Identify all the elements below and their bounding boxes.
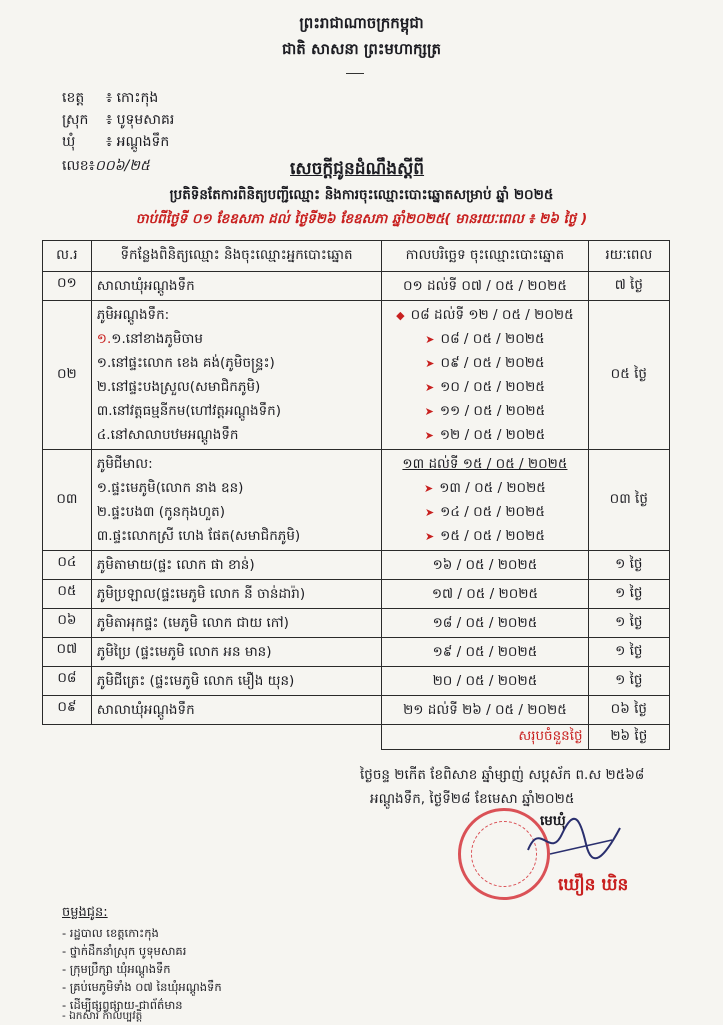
check-mark-icon: ➤ <box>424 405 434 418</box>
signer-title: មេឃុំ <box>540 813 566 829</box>
location-line: ៣.ផ្ទះលោកស្រី ហេង ផែត(សមាជិកភូមិ) <box>96 528 301 544</box>
check-mark-icon: ➤ <box>425 333 435 346</box>
table-row <box>43 580 670 609</box>
total-row <box>43 725 670 750</box>
location-line: ភូមិតាអុកផ្ទះ (មេភូមិ លោក ជាយ កៅ) <box>96 615 289 631</box>
col-location: ទីកន្លែងពិនិត្យឈ្មោះ និងចុះឈ្មោះអ្នកបោះឆ្នោត <box>91 241 382 272</box>
recipient-item: - ថ្នាក់ដឹកនាំស្រុក បូទុមសាគរ <box>62 944 187 958</box>
location-line: ៣.នៅវត្តធម្មនីកម(ហៅវត្តអណ្តូងទឹក) <box>96 403 281 419</box>
row-location <box>91 580 382 609</box>
table-row <box>43 450 670 551</box>
location-line: ២.ផ្ទះបង៣ (កូនកុងហួត) <box>96 504 225 520</box>
check-mark-icon: ◆ <box>396 309 405 322</box>
period-line: ◆ ០៨ ដល់ទី ១២ / ០៥ / ២០២៥ <box>396 307 574 323</box>
header-divider <box>346 73 364 74</box>
row-location <box>91 301 382 450</box>
check-mark-icon: ➤ <box>425 357 435 370</box>
row-period <box>382 696 588 725</box>
solar-date: អណ្តូងទឹក, ថ្ងៃទី២៨ ខែមេសា ឆ្នាំ២០២៥ <box>370 791 575 807</box>
signature-icon <box>520 810 630 870</box>
col-period: កាលបរិច្ឆេទ ចុះឈ្មោះបោះឆ្នោត <box>382 241 588 272</box>
period-line: ➤ ០៩ / ០៥ / ២០២៥ <box>425 355 545 371</box>
reference-label: លេខ៖ <box>62 158 95 174</box>
recipient-item: - ឯកសារ កាលប្បវត្តិ <box>62 1010 143 1022</box>
row-days: ៧ ថ្ងៃ <box>588 272 669 301</box>
signer-name: ឃឿន ឃិន <box>558 875 629 895</box>
row-period <box>382 638 588 667</box>
period-line: ➤ ១១ / ០៥ / ២០២៥ <box>424 403 546 419</box>
location-text: ១.នៅខាងភូមិចាម <box>111 331 203 347</box>
location-line: ភូមិជីមាល: <box>96 456 153 472</box>
location-line: ភូមិប្រៃ (ផ្ទះមេភូមិ លោក អន មាន) <box>96 644 272 660</box>
row-location <box>91 551 382 580</box>
period-line: ១៦ / ០៥ / ២០២៥ <box>432 557 538 573</box>
location-line: ភូមិអណ្តូងទឹក: <box>96 307 170 323</box>
row-period <box>382 450 588 551</box>
district-line <box>62 110 174 131</box>
commune-key: ឃុំ <box>62 134 76 150</box>
period-line: ➤ ១០ / ០៥ / ២០២៥ <box>424 379 545 395</box>
period-line: ➤ ១៤ / ០៥ / ២០២៥ <box>424 504 545 520</box>
table-row <box>43 301 670 450</box>
period-line: ➤ ០៨ / ០៥ / ២០២៥ <box>425 331 545 347</box>
check-mark-icon: ➤ <box>424 429 434 442</box>
notice-title: សេចក្តីជូនដំណឹងស្តីពី <box>290 159 425 179</box>
location-line: សាលាឃុំអណ្តូងទឹក <box>96 278 195 294</box>
province-key: ខេត្ត <box>62 90 85 106</box>
row-period <box>382 667 588 696</box>
period-line: ➤ ១៥ / ០៥ / ២០២៥ <box>424 528 545 544</box>
row-days: ០៦ ថ្ងៃ <box>588 696 669 725</box>
period-line: ១៩ / ០៥ / ២០២៥ <box>432 644 538 660</box>
reference-value: ០០៦/២៥ <box>94 158 150 174</box>
row-days: ១ ថ្ងៃ <box>588 551 669 580</box>
motto-header: ជាតិ សាសនា ព្រះមហាក្សត្រ <box>282 40 441 58</box>
row-number: ០១ <box>43 272 92 301</box>
location-line: ៤.នៅសាលាបឋមអណ្តូងទឹក <box>96 427 239 443</box>
period-line: ២០ / ០៥ / ២០២៥ <box>432 673 538 689</box>
col-days: រយៈពេល <box>588 241 669 272</box>
row-period <box>382 551 588 580</box>
location-line: សាលាឃុំអណ្តូងទឹក <box>96 702 195 718</box>
row-number: ០៧ <box>43 638 92 667</box>
total-label: សរុបចំនួនថ្ងៃ <box>382 725 588 750</box>
row-period <box>382 609 588 638</box>
row-number: ០៤ <box>43 551 92 580</box>
check-mark-icon: ➤ <box>423 482 434 495</box>
kingdom-header: ព្រះរាជាណាចក្រកម្ពុជា <box>299 14 424 32</box>
row-location <box>91 696 382 725</box>
table-row <box>43 696 670 725</box>
recipient-item: - ដើម្បីផ្សព្វផ្សាយ-ជាព័ត៌មាន <box>62 998 183 1012</box>
recipient-item: - រដ្ឋបាល ខេត្តកោះកុង <box>62 926 159 940</box>
row-days: ០៥ ថ្ងៃ <box>588 301 669 450</box>
row-period <box>382 272 588 301</box>
row-location <box>91 450 382 551</box>
total-spacer <box>91 725 382 750</box>
row-number: ០៦ <box>43 609 92 638</box>
table-header-row <box>43 241 670 272</box>
row-location <box>91 272 382 301</box>
table-row <box>43 272 670 301</box>
reference-number <box>62 156 150 177</box>
row-number: ០៨ <box>43 667 92 696</box>
row-number: ០២ <box>43 301 92 450</box>
period-line: ➤ ១២ / ០៥ / ២០២៥ <box>424 427 546 443</box>
row-location <box>91 667 382 696</box>
table-row <box>43 551 670 580</box>
location-line: ១.១.នៅខាងភូមិចាម <box>96 331 203 347</box>
recipients-title: ចម្លងជូន: <box>62 905 108 920</box>
recipient-item: - គ្រប់មេភូមិទាំង ០៧ នៃឃុំអណ្តូងទឹក <box>62 980 222 994</box>
table-row <box>43 638 670 667</box>
table-row <box>43 667 670 696</box>
check-mark-icon: ➤ <box>424 381 435 394</box>
total-value: ២៦ ថ្ងៃ <box>588 725 669 750</box>
row-days: ១ ថ្ងៃ <box>588 580 669 609</box>
row-location <box>91 638 382 667</box>
district-key: ស្រុក <box>62 112 89 128</box>
location-line: ភូមិប្រឡាល(ផ្ទះមេភូមិ លោក នី ចាន់ដារ៉ា) <box>96 586 306 602</box>
period-line: ➤ ១៣ / ០៥ / ២០២៥ <box>423 480 546 496</box>
location-line: ២.នៅផ្ទះបងស្រួល(សមាជិកភូមិ) <box>96 379 261 395</box>
row-days: ១ ថ្ងៃ <box>588 667 669 696</box>
commune-line <box>62 132 169 153</box>
location-line: ភូមិជីត្រេះ (ផ្ទះមេភូមិ លោក មឿង យុន) <box>96 673 295 689</box>
location-line: ភូមិតាមាយ(ផ្ទះ លោក ផា ខាន់) <box>96 557 255 573</box>
schedule-table <box>42 240 670 750</box>
row-days: ១ ថ្ងៃ <box>588 638 669 667</box>
location-line: ១.នៅផ្ទះលោក ខេង គង់(ភូមិចន្ទ្រះ) <box>96 355 275 371</box>
check-mark-icon: ➤ <box>424 530 435 543</box>
date-range: ចាប់ពីថ្ងៃទី ០១ ខែឧសភា ដល់ ថ្ងៃទី២៦ ខែឧសភា ឆ្នាំ២០២៥( មានរយៈពេល ៖ ២៦ ថ្ងៃ ) <box>135 211 588 227</box>
col-number: ល.រ <box>43 241 92 272</box>
row-period <box>382 580 588 609</box>
check-mark-icon: ➤ <box>424 506 435 519</box>
period-line: ១៣ ដល់ទី ១៥ / ០៥ / ២០២៥ <box>402 456 568 472</box>
row-days: ០៣ ថ្ងៃ <box>588 450 669 551</box>
district-value: ៖ បូទុមសាគរ <box>106 112 175 128</box>
row-number: ០៣ <box>43 450 92 551</box>
period-line: ០១ ដល់ទី ០៧ / ០៥ / ២០២៥ <box>402 278 567 294</box>
row-number: ០៩ <box>43 696 92 725</box>
lunar-date: ថ្ងៃចន្ទ ២កើត ខែពិសាខ ឆ្នាំម្សាញ់ សប្តស័ក ព.ស ២៥៦៨ <box>360 767 645 783</box>
total-spacer <box>43 725 92 750</box>
row-location <box>91 609 382 638</box>
notice-subtitle: ប្រតិទិនតែការពិនិត្យបញ្ជីឈ្មោះ និងការចុះឈ្មោះបោះឆ្នោតសម្រាប់ ឆ្នាំ ២០២៥ <box>169 187 554 203</box>
row-period <box>382 301 588 450</box>
row-days: ១ ថ្ងៃ <box>588 609 669 638</box>
period-line: ១៨ / ០៥ / ២០២៥ <box>432 615 538 631</box>
location-line: ១.ផ្ទះមេភូមិ(លោក នាង ឧន) <box>96 480 244 496</box>
province-line <box>62 88 158 109</box>
province-value: ៖ កោះកុង <box>106 90 159 106</box>
table-row <box>43 609 670 638</box>
commune-value: ៖ អណ្តូងទឹក <box>106 134 170 150</box>
period-line: ២១ ដល់ទី ២៦ / ០៥ / ២០២៥ <box>403 702 567 718</box>
row-number: ០៥ <box>43 580 92 609</box>
recipient-item: - ក្រុមប្រឹក្សា ឃុំអណ្តូងទឹក <box>62 962 171 976</box>
period-line: ១៧ / ០៥ / ២០២៥ <box>431 586 539 602</box>
